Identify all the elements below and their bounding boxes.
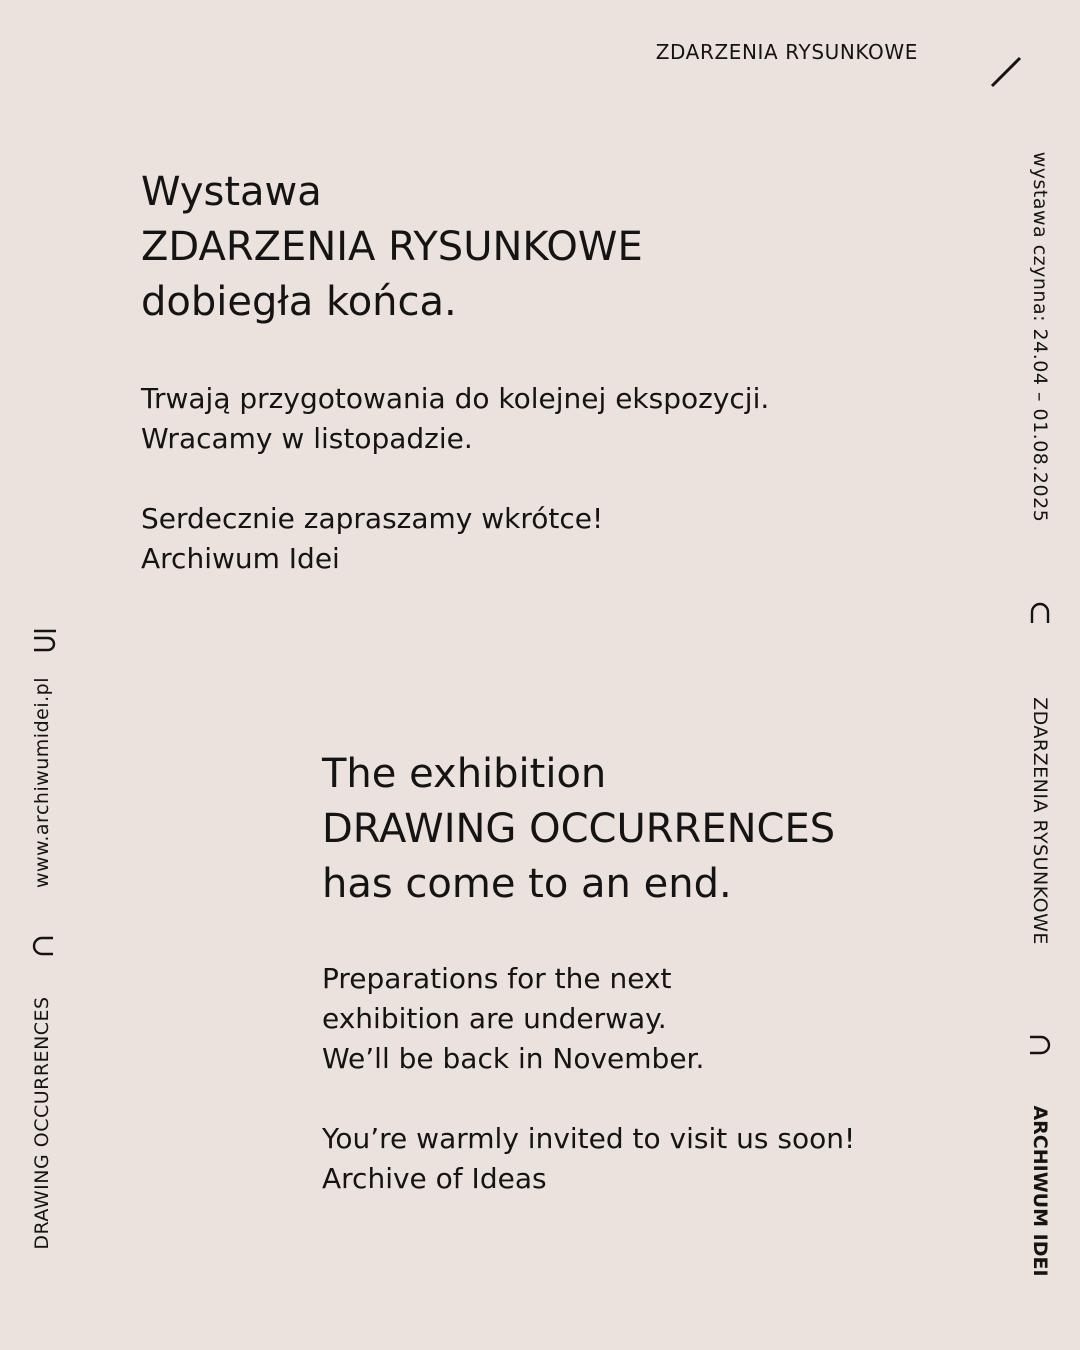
polish-paragraph-2 — [141, 499, 769, 579]
exhibition-dates: wystawa czynna: 24.04 – 01.08.2025 — [1029, 151, 1051, 523]
headline-line: DRAWING OCCURRENCES — [322, 806, 836, 852]
headline-line: dobiegła końca. — [141, 279, 457, 325]
ui-logo-icon — [31, 628, 59, 654]
arch-icon — [1029, 1034, 1051, 1056]
english-headline — [322, 747, 855, 912]
text-line: Wracamy w listopadzie. — [141, 422, 473, 455]
text-line: Preparations for the next — [322, 962, 672, 995]
headline-line: Wystawa — [141, 169, 322, 215]
text-line: exhibition are underway. — [322, 1002, 667, 1035]
english-paragraph-1 — [322, 959, 855, 1079]
english-message — [322, 747, 855, 1199]
text-line: Archiwum Idei — [141, 542, 340, 575]
exhibition-name-vertical: ZDARZENIA RYSUNKOWE — [1029, 697, 1051, 945]
text-line: Archive of Ideas — [322, 1162, 547, 1195]
text-line: Trwają przygotowania do kolejnej ekspozycji. — [141, 382, 770, 415]
english-paragraph-2 — [322, 1119, 855, 1199]
text-line: You’re warmly invited to visit us soon! — [322, 1122, 856, 1155]
polish-headline — [141, 165, 769, 330]
headline-line: The exhibition — [322, 751, 607, 797]
polish-paragraph-1 — [141, 379, 769, 459]
arch-icon — [1029, 602, 1051, 624]
headline-line: ZDARZENIA RYSUNKOWE — [141, 224, 643, 270]
website-link[interactable]: www.archiwumidei.pl — [31, 677, 53, 888]
polish-message — [141, 165, 769, 579]
slash-icon — [990, 56, 1022, 88]
headline-line: has come to an end. — [322, 861, 732, 907]
arch-icon — [32, 935, 54, 957]
top-title: ZDARZENIA RYSUNKOWE — [655, 40, 918, 64]
exhibition-name-en-vertical: DRAWING OCCURRENCES — [31, 996, 53, 1250]
text-line: Serdecznie zapraszamy wkrótce! — [141, 502, 604, 535]
text-line: We’ll be back in November. — [322, 1042, 705, 1075]
brand-name-vertical: ARCHIWUM IDEI — [1029, 1105, 1051, 1277]
